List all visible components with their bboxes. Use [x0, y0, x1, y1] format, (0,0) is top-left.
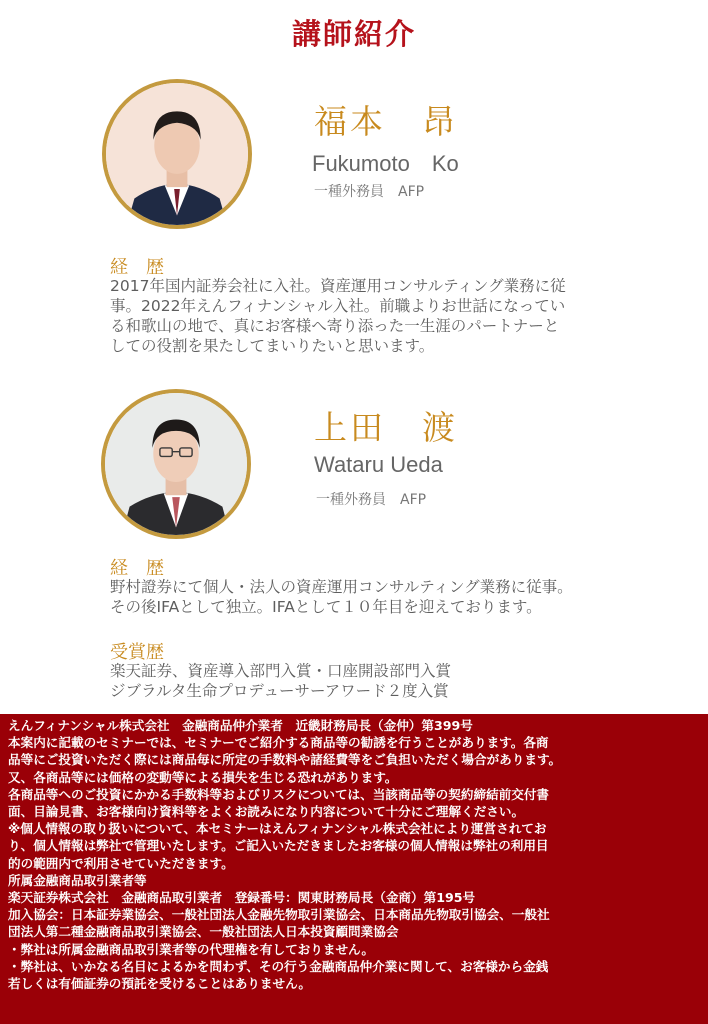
- instructor-2-awards-heading: 受賞歴: [110, 642, 164, 663]
- page-title: 講師紹介: [291, 17, 416, 51]
- instructor-2-awards-text: [110, 661, 670, 701]
- instructor-1-name-jp: 福本 昂: [314, 102, 458, 141]
- person-photo-icon: [106, 83, 248, 225]
- disclaimer-line: 的の範囲内で利用させていただきます。: [8, 855, 234, 871]
- disclaimer-line: ・弊社は所属金融商品取引業者等の代理権を有しておりません。: [8, 941, 374, 957]
- disclaimer-line: えんフィナンシャル株式会社 金融商品仲介業者 近畿財務局長（金仲）第399号: [8, 718, 473, 733]
- instructor-1-photo: [102, 79, 252, 229]
- career-line: る和歌山の地で、真にお客様へ寄り添った一生涯のパートナーと: [110, 317, 560, 335]
- career-line: 2017年国内証券会社に入社。資産運用コンサルティング業務に従: [110, 277, 566, 295]
- disclaimer-line: 楽天証券株式会社 金融商品取引業者 登録番号：関東財務局長（金商）第195号: [8, 890, 476, 906]
- instructor-1-name-en: Fukumoto Ko: [312, 151, 459, 176]
- disclaimer-line: 又、各商品等には価格の変動等による損失を生じる恐れがあります。: [8, 769, 398, 785]
- disclaimer-panel: [0, 714, 708, 1024]
- disclaimer-line: ・弊社は、いかなる名目によるかを問わず、その行う金融商品仲介業に関して、お客様から金銭: [8, 958, 549, 974]
- disclaimer-line: 各商品等へのご投資にかかる手数料等およびリスクについては、当該商品等の契約締結前交付書: [8, 786, 550, 802]
- disclaimer-line: ※個人情報の取り扱いについて、本セミナーはえんフィナンシャル株式会社により運営されてお: [8, 821, 547, 837]
- instructor-2-name-jp: 上田 渡: [314, 408, 458, 447]
- disclaimer-line: 加入協会：日本証券業協会、一般社団法人金融先物取引業協会、日本商品先物取引協会、一般社: [8, 907, 550, 923]
- disclaimer-line: り、個人情報は弊社で管理いたします。ご記入いただきましたお客様の個人情報は弊社の利用目: [8, 838, 549, 854]
- instructor-2-photo: [101, 389, 251, 539]
- disclaimer-line: 所属金融商品取引業者等: [8, 872, 147, 888]
- career-line: その後IFAとして独立。IFAとして１０年目を迎えております。: [110, 598, 542, 616]
- instructor-2-career-text: [110, 577, 670, 617]
- instructor-2-career-heading: 経 歴: [110, 558, 164, 579]
- award-line: 楽天証券、資産導入部門入賞・口座開設部門入賞: [110, 662, 452, 680]
- instructor-1-career-text: [110, 276, 670, 356]
- disclaimer-line: 品等にご投資いただく際には商品毎に所定の手数料や諸経費等をご負担いただく場合があります。: [8, 752, 562, 768]
- award-line: ジブラルタ生命プロデューサーアワード２度入賞: [110, 682, 449, 700]
- career-line: しての役割を果たしてまいりたいと思います。: [110, 337, 435, 355]
- career-line: 野村證券にて個人・法人の資産運用コンサルティング業務に従事。: [110, 578, 573, 596]
- career-line: 事。2022年えんフィナンシャル入社。前職よりお世話になってい: [110, 297, 566, 315]
- instructor-2-name-en: Wataru Ueda: [314, 452, 443, 477]
- person-photo-icon: [105, 393, 247, 535]
- disclaimer-line: 本案内に記載のセミナーでは、セミナーでご紹介する商品等の勧誘を行うことがあります。各商: [8, 735, 549, 751]
- instructor-1-career-heading: 経 歴: [110, 257, 164, 278]
- instructor-2-credentials: 一種外務員 AFP: [316, 492, 427, 508]
- disclaimer-line: 若しくは有価証券の預託を受けることはありません。: [8, 976, 312, 992]
- instructor-1-credentials: 一種外務員 AFP: [314, 184, 425, 200]
- disclaimer-line: 面、目論見書、お客様向け資料等をよくお読みになり内容について十分にご理解ください。: [8, 804, 525, 820]
- disclaimer-line: 団法人第二種金融商品取引業協会、一般社団法人日本投資顧問業協会: [8, 924, 399, 940]
